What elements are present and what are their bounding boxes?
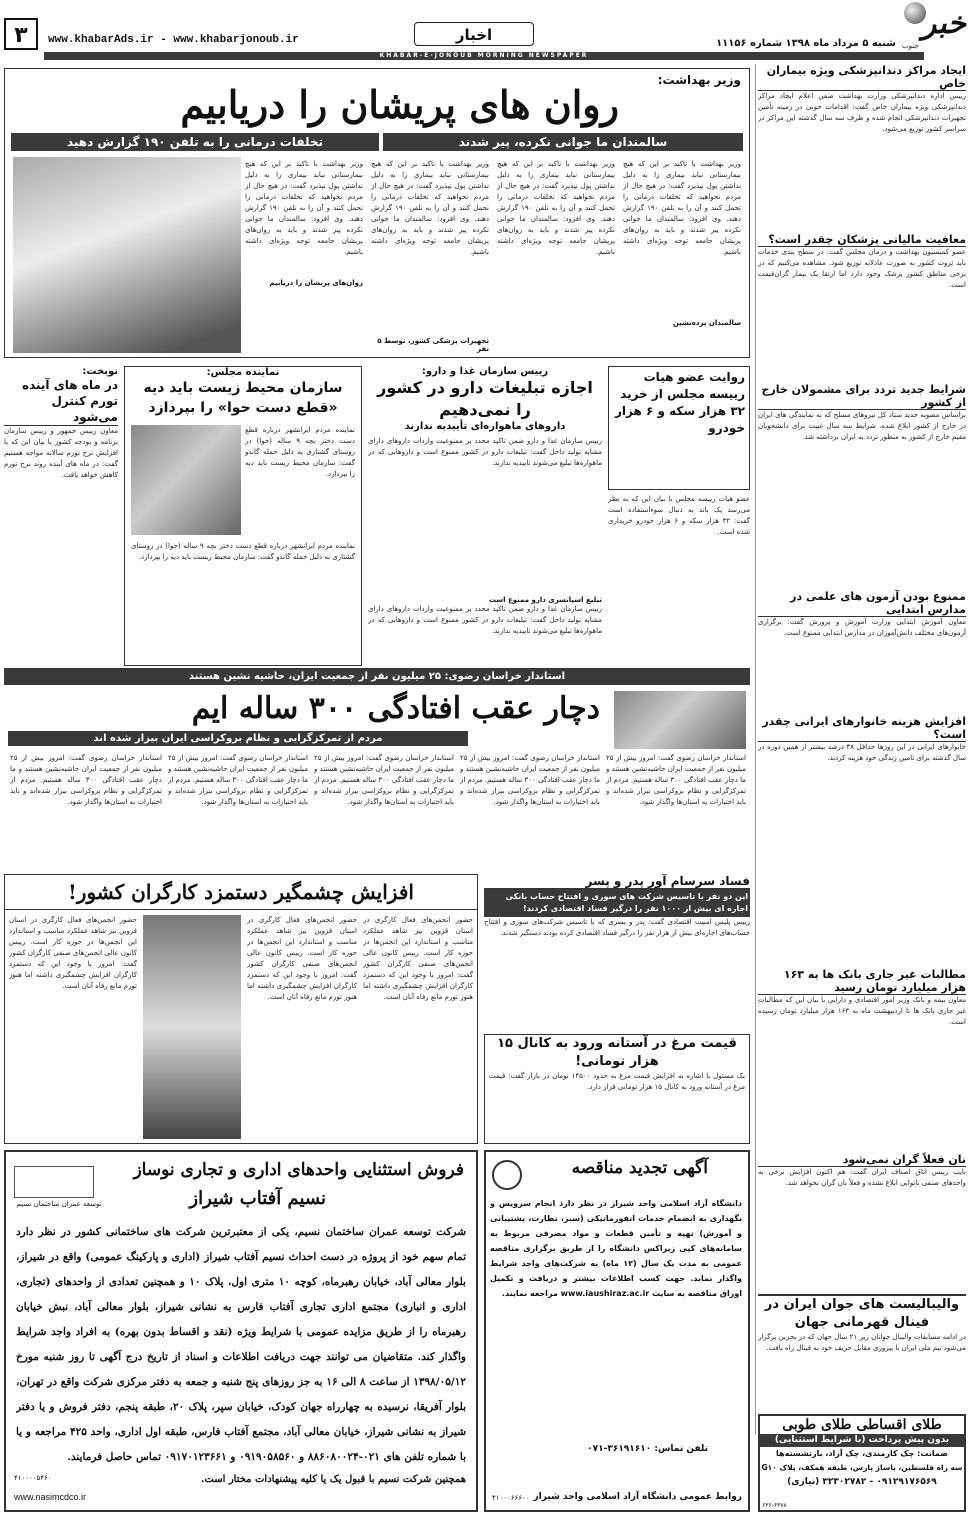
side-headline-1: ایجاد مراکز دندانپزشکی ویژه بیماران خاص [758, 64, 966, 91]
mp-photo [131, 425, 241, 535]
env-body: نماینده مردم ایرانشهر درباره قطع دست دختر بچه ۹ ساله (حوا) در روستای گشتاری به دلیل حمله گاندو گفت: سازمان محیط زیست باید دیه را بپردازد. [245, 426, 355, 478]
websites[interactable]: www.khabarAds.ir - www.khabarjonoub.ir [48, 34, 299, 46]
sale-ref: ۴۱۰۰۰۰۵۴۶۰ [14, 1474, 52, 1482]
tender-phone[interactable]: تلفن تماس: ۳۶۱۹۱۶۱۰-۰۷۱ [587, 1444, 708, 1454]
sale-website[interactable]: www.nasimcdco.ir [14, 1492, 87, 1502]
governor-photo [614, 691, 746, 749]
chicken-body: یک مسئول با اشاره به افزایش قیمت مرغ به حدود ۱۴۵۰۰ تومان در بازار گفت: قیمت مرغ در آستانه ورود به کانال ۱۵ هزار تومانی قرار دارد. [489, 1072, 745, 1091]
side-headline-4: ممنوع بودن آزمون های علمی در مدارس ابتدایی [758, 590, 966, 617]
gold-title: طلای اقساطی طلای طوبی [782, 1417, 942, 1433]
khorasan-sub: مردم از تمرکزگرایی و نظام بروکراسی ایران بیزار شده اند [8, 731, 468, 746]
sale-title-1: فروش استثنایی واحدهای اداری و تجاری نوساز [133, 1160, 464, 1180]
university-logo-icon [492, 1160, 522, 1190]
main-story [4, 68, 750, 358]
side-column [758, 64, 966, 1204]
tender-ref: ۴۱۰۰۰۶۶۶۰۰ [492, 1494, 530, 1502]
forecast-story [4, 366, 118, 666]
worker-photo [143, 915, 241, 1139]
workers-body-2: حضور انجمن‌های فعال کارگری در استان قزوین نیز شاهد عملکرد مناسب و استاندارد این انجمن‌ها در حوزه کار است. رییس کانون عالی انجمن‌های صنفی کارگران کشور گفت: امروز با وجود این که دستمزد کارگران افزایش چشمگیری داشته اما هنوز تورم مانع رفاه آنان است. [247, 916, 357, 1001]
khorasan-kicker: استاندار خراسان رضوی: ۲۵ میلیون نفر از جمعیت ایران، حاشیه نشین هستند [4, 669, 750, 685]
page-number [4, 18, 38, 50]
forecast-kicker: نوبخت: [82, 366, 118, 377]
main-kicker: وزیر بهداشت: [657, 73, 741, 87]
main-sub-1: سالمندان ما جوانی نکرده، پیر شدند [383, 133, 743, 151]
food-body-2: رییس سازمان غذا و دارو ضمن تاکید مجدد بر ممنوعیت واردات داروهای دارای مشابه تولید داخل گفت: تبلیغات دارو در کشور ممنوع است و داروهایی که در ماهواره‌ها تبلیغ می‌شوند تاییدیه ندارند. [368, 605, 602, 635]
side-headline-2: معافیت مالیاتی پزشکان چقدر است؟ [758, 233, 966, 247]
forecast-body: معاون رییس جمهور و رییس سازمان برنامه و بودجه کشور با بیان این که با افزایش نرخ تورم سالانه مواجه هستیم گفت: در ماه های آینده روند نرخ تورم کاهش خواهد یافت. [4, 427, 118, 479]
mp-box-title: روایت عضو هیات رییسه مجلس از خرید ۳۲ هزار سکه و ۶ هزار خودرو [614, 370, 745, 435]
food-title: اجازه تبلیغات دارو در کشور را نمی‌دهیم [377, 378, 593, 419]
page-number-text: ۳ [14, 23, 28, 48]
sale-body: شرکت توسعه عمران ساختمان نسیم، یکی از معتبرترین شرکت های ساختمانی کشور در نظر دارد تمام سهم خود از پروژه در دست احداث نسیم آفتاب شیراز (اداری و پارکینگ عمومی) واقع در شیراز، بلوار معالی آباد، خیابان رهبرماه، کوچه ۱۰ متری اول، پلاک ۱۰ و همچنین تعدادی از واحدهای (تجاری، اداری و انباری) مجتمع اداری تجاری آفتاب فارس به نشانی شیراز، بلوار معالی آباد، نبش خیابان رهبرماه را از طریق مزایده عمومی با شرایط ویژه (نقد و اقساط بدون بهره) به افراد واجد شرایط واگذار کند. متقاضیان می توانند جهت دریافت اطلاعات و اسناد از تاریخ درج آگهی تا روز شنبه مورخ ۱۳۹۸/۰۵/۱۲ از ساعت ۸ الی ۱۶ به جز روزهای پنج شنبه و جمعه به دفتر مرکزی شرکت واقع در تهران، بلوار آفریقا، نرسیده به چهارراه جهان کودک، خیابان سپر، پلاک ۲۰، طبقه پنجم، دفتر فروش و یا دفتر شیراز به نشانی شیراز، خیابان معالی آباد، مجتمع آفتاب فارس، طبقه اول اداری، واحد ۴۲۵ مراجعه و یا با شماره تلفن های ۰۲۱-۸۸۶۰۸۰۰۲۴ و ۰۹۱۹۰۵۸۵۶۰ و ۰۹۱۷۰۱۲۳۶۶۱ تماس حاصل فرمایند. [16, 1226, 466, 1463]
chicken-title: قیمت مرغ در آستانه ورود به کانال ۱۵ هزار تومانی! [497, 1036, 737, 1069]
khorasan-body-4: استاندار خراسان رضوی گفت: امروز بیش از ۲۵ میلیون نفر از جمعیت ایران حاشیه‌نشین هستند و ما دچار عقب افتادگی ۳۰۰ ساله هستیم. مردم از تمرکزگرایی و نظام بروکراسی بیزار شده‌اند و باید اختیارات به استان‌ها واگذار شود. [168, 754, 308, 806]
tender-title: آگهی تجدید مناقصه [571, 1158, 708, 1178]
main-body-col-4: وزیر بهداشت با تاکید بر این که هیچ بیمارستانی نباید بیماری را به دلیل نداشتن پول نپذیرد گفت: در هیچ حال از مردم نخواهید که تخلفات درمانی را تحمل کنند و آن را به تلفن ۱۹۰ گزارش دهند. وی افزود: سالمندان ما جوانی نکرده پیر شدند و باید به روان‌های پریشان جامعه توجه ویژه‌ای داشته باشیم. [245, 160, 363, 256]
sale-ad[interactable] [4, 1150, 478, 1512]
volley-story [758, 1294, 966, 1410]
side-headline-3: شرایط جدید تردد برای مشمولان خارج از کشور [758, 383, 966, 410]
logo-text: خبر [921, 6, 966, 41]
side-body-1: رییس اداره دندانپزشکی وزارت بهداشت ضمن اعلام ایجاد مراکز دندانپزشکی ویژه بیماران خاص گفت: اقدامات خوبی در زمینه تأمین تجهیزات دندانپزشکی انجام شده و ظرف سه سال گذشته این مراکز در سراسر کشور توزیع می‌شود. [758, 92, 966, 133]
side-headline-5: افزایش هزینه خانوارهای ایرانی چقدر است؟ [758, 715, 966, 742]
mp-box [608, 366, 750, 490]
env-title: سازمان محیط زیست باید دیه «قطع دست حوا» را بپردازد [143, 380, 343, 416]
side-body-3: براساس مصوبه جدید ستاد کل نیروهای مسلح که به نمایندگی های ایران در خارج از کشور ابلاغ شده، شرایط سه سال غیبت برای دانشجویان مقیم خارج از کشور به منظور تردد به ایران برداشته شد. [758, 411, 966, 441]
workers-title: افزایش چشمگیر دستمزد کارگران کشور! [5, 875, 477, 910]
minister-photo [13, 157, 241, 353]
side-headline-6: مطالبات غیر جاری بانک ها به ۱۶۳ هزار میلیارد تومان رسید [758, 968, 966, 995]
khorasan-body-2: استاندار خراسان رضوی گفت: امروز بیش از ۲۵ میلیون نفر از جمعیت ایران حاشیه‌نشین هستند و ما دچار عقب افتادگی ۳۰۰ ساله هستیم. مردم از تمرکزگرایی و نظام بروکراسی بیزار شده‌اند و باید اختیارات به استان‌ها واگذار شود. [460, 754, 600, 806]
gold-body: ضمانت: چک کارمندی، چک آزاد، بازنشسته‌ها [776, 1449, 948, 1458]
side-body-5: خانوارهای ایرانی در این روزها حداقل ۴۸ درصد بیشتر از همین دوره در سال گذشته برای تامین زندگی خود هزینه کردند. [758, 743, 966, 762]
main-sub-head-a: سالمندان پرده‌نشین [672, 319, 741, 327]
main-sub-head-b: روان‌های پریشان را دریابیم [269, 279, 363, 287]
gold-ad[interactable] [758, 1414, 966, 1512]
side-body-2: عضو کمیسیون بهداشت و درمان مجلس گفت: در سطح بندی خدمات باید ثروت کشور به صورت عادلانه توزیع شود. مشاهده می‌کنیم که در برخی مناطق کشور پزشک وجود دارد اما ارتقا یک بیمار گران‌قیمت است. [758, 248, 966, 289]
workers-body-3: حضور انجمن‌های فعال کارگری در استان قزوین نیز شاهد عملکرد مناسب و استاندارد این انجمن‌ها در حوزه کار است. رییس کانون عالی انجمن‌های صنفی کارگران کشور گفت: امروز با وجود این که دستمزد کارگران افزایش چشمگیری داشته اما هنوز تورم مانع رفاه آنان است. [9, 916, 137, 990]
main-body-col-2: وزیر بهداشت با تاکید بر این که هیچ بیمارستانی نباید بیماری را به دلیل نداشتن پول نپذیرد گفت: در هیچ حال از مردم نخواهید که تخلفات درمانی را تحمل کنند و آن را به تلفن ۱۹۰ گزارش دهند. وی افزود: سالمندان ما جوانی نکرده پیر شدند و باید به روان‌های پریشان جامعه توجه ویژه‌ای داشته باشیم. [497, 160, 615, 256]
khorasan-body-1: استاندار خراسان رضوی گفت: امروز بیش از ۲۵ میلیون نفر از جمعیت ایران حاشیه‌نشین هستند و ما دچار عقب افتادگی ۳۰۰ ساله هستیم. مردم از تمرکزگرایی و نظام بروکراسی بیزار شده‌اند و باید اختیارات به استان‌ها واگذار شود. [606, 754, 746, 806]
khorasan-body-5: استاندار خراسان رضوی گفت: امروز بیش از ۲۵ میلیون نفر از جمعیت ایران حاشیه‌نشین هستند و ما دچار عقب افتادگی ۳۰۰ ساله هستیم. مردم از تمرکزگرایی و نظام بروکراسی بیزار شده‌اند و باید اختیارات به استان‌ها واگذار شود. [10, 754, 162, 806]
workers-story [4, 874, 478, 1144]
main-sub-2: تخلفات درمانی را به تلفن ۱۹۰ گزارش دهید [11, 133, 379, 151]
env-kicker: نماینده مجلس: [206, 367, 280, 378]
masthead [4, 2, 966, 58]
food-sub-head: تبلیغ اسپانسری دارو ممنوع است [488, 596, 602, 604]
fraud-story [484, 874, 750, 1030]
sale-company: توسعه عمران ساختمان نسیم [16, 1200, 102, 1208]
mp-body: عضو هیات رییسه مجلس با بیان این که به نظر می‌رسد یک باند به دنبال سوءاستفاده است گفت: ۳۲ هزار سکه و ۶ هزار خودرو خریداری شده است. [608, 495, 750, 536]
gold-sub: بدون پیش پرداخت (با شرایط استثنایی) [760, 1434, 964, 1447]
fraud-title: فساد سرسام آور پدر و پسر [484, 874, 750, 889]
fraud-sub: این دو نفر با تاسیس شرکت های سوری و افتتاح حساب بانکی اجاره ای بیش از ۱۰۰۰ نفر را درگیر فساد اقتصادی کردند! [484, 889, 750, 917]
sale-title-2: نسیم آفتاب شیراز [189, 1188, 326, 1209]
column-divider [755, 64, 756, 1434]
chicken-story [484, 1034, 750, 1144]
side-body-6: معاون بیمه و بانک وزیر امور اقتصادی و دارایی با بیان این که مطالبات غیر جاری بانک ها تا اردیبهشت ماه به ۱۶۳ هزار میلیارد تومان رسیده است. [758, 996, 966, 1026]
side-body-7: نایب رییس اتاق اصناف ایران گفت: هم اکنون افزایش نرخی به واحدهای صنفی نانوایی ابلاغ نشده و فعلاً نان گران نخواهد شد. [758, 1168, 966, 1187]
fraud-body: رییس پلیس امنیت اقتصادی گفت: پدر و پسری که با تاسیس شرکت‌های سوری و افتتاح حساب‌های اجاره‌ای بیش از هزار نفر را درگیر فساد اقتصادی کرده بودند دستگیر شدند. [484, 918, 750, 937]
food-body: رییس سازمان غذا و دارو ضمن تاکید مجدد بر ممنوعیت واردات داروهای دارای مشابه تولید داخل گفت: تبلیغات دارو در کشور ممنوع است و داروهایی که در ماهواره‌ها تبلیغ می‌شوند تاییدیه ندارند. [368, 437, 602, 467]
gold-address: سه راه فلسطین، پاساژ پارس، طبقه همکف، پلاک G۱۰ [761, 1463, 963, 1472]
gold-phones[interactable]: ۰۹۱۲۹۱۷۶۵۶۹ - ۳۲۳۰۲۷۸۲ (نیازی) [787, 1477, 937, 1487]
main-body-col-3: وزیر بهداشت با تاکید بر این که هیچ بیمارستانی نباید بیماری را به دلیل نداشتن پول نپذیرد گفت: در هیچ حال از مردم نخواهید که تخلفات درمانی را تحمل کنند و آن را به تلفن ۱۹۰ گزارش دهند. وی افزود: سالمندان ما جوانی نکرده پیر شدند و باید به روان‌های پریشان جامعه توجه ویژه‌ای داشته باشیم. [371, 160, 489, 256]
forecast-title: در ماه های آینده تورم کنترل می‌شود [4, 377, 118, 426]
building-logo-icon [14, 1166, 94, 1198]
env-story [124, 366, 362, 666]
volley-body: در ادامه مسابقات والیبال جوانان زیر ۲۱ سال جهان که در بحرین برگزار می‌شود تیم ملی ایران با پیروزی مقابل حریف خود به فینال راه یافت. [758, 1333, 966, 1352]
side-headline-7: نان فعلاً گران نمی‌شود [758, 1153, 966, 1167]
khorasan-title: دچار عقب افتادگی ۳۰۰ ساله ایم [191, 691, 600, 726]
logo [902, 2, 966, 50]
main-title: روان های پریشان را دریابیم [180, 82, 619, 127]
side-body-4: معاون آموزش ابتدایی وزارت آموزش و پرورش گفت: برگزاری آزمون‌های مختلف دانش‌آموزان در مدارس ابتدایی ممنوع است. [758, 618, 966, 637]
env-body-2: نماینده مردم ایرانشهر درباره قطع دست دختر بچه ۹ ساله (حوا) در روستای گشتاری به دلیل حمله گاندو گفت: سازمان محیط زیست باید دیه را بپردازد. [131, 542, 355, 561]
gold-ref: ۶۳۶-۶۳۷۸ [762, 1502, 787, 1509]
khorasan-story [4, 668, 750, 868]
english-bar: KHABAR-E-JONOUB MORNING NEWSPAPER [44, 52, 924, 60]
main-sub-head-c: تجهیزات پزشکی کشور، توسط ۵ نفر [377, 337, 489, 353]
tender-body: دانشگاه آزاد اسلامی واحد شیراز در نظر دارد انجام سرویس و نگهداری به انضمام خدمات انفورماتیکی (سبز، نظارت، پشتیبانی و آموزش) تهیه و تأمین قطعات و مواد مصرفی مربوط به سامانه‌های کپی زیراکس دانشگاه را از طریق برگزاری مناقصه عمومی به مدت یک سال (۱۲ ماه) به شرکت‌های واجد شرایط واگذار نماید. جهت کسب اطلاعات بیشتر و دریافت و تکمیل اوراق مناقصه به سایت www.iaushiraz.ac.ir مراجعه نمایند. [490, 1199, 742, 1298]
sale-footer: همچنین شرکت نسیم با قبول یک یا کلیه پیشنهادات مختار است. [200, 1474, 466, 1485]
tender-footer: روابط عمومی دانشگاه آزاد اسلامی واحد شیراز [533, 1492, 742, 1502]
food-kicker: رییس سازمان غذا و دارو: [421, 366, 549, 377]
tender-ad[interactable] [484, 1150, 750, 1512]
logo-sub: جنوب [902, 42, 919, 50]
food-story [368, 366, 602, 666]
main-body-col-1: وزیر بهداشت با تاکید بر این که هیچ بیمارستانی نباید بیماری را به دلیل نداشتن پول نپذیرد گفت: در هیچ حال از مردم نخواهید که تخلفات درمانی را تحمل کنند و آن را به تلفن ۱۹۰ گزارش دهند. وی افزود: سالمندان ما جوانی نکرده پیر شدند و باید به روان‌های پریشان جامعه توجه ویژه‌ای داشته باشیم. [623, 160, 741, 256]
section-title: اخبار [455, 26, 493, 44]
khorasan-body-3: استاندار خراسان رضوی گفت: امروز بیش از ۲۵ میلیون نفر از جمعیت ایران حاشیه‌نشین هستند و ما دچار عقب افتادگی ۳۰۰ ساله هستیم. مردم از تمرکزگرایی و نظام بروکراسی بیزار شده‌اند و باید اختیارات به استان‌ها واگذار شود. [314, 754, 454, 806]
workers-body-1: حضور انجمن‌های فعال کارگری در استان قزوین نیز شاهد عملکرد مناسب و استاندارد این انجمن‌ها در حوزه کار است. رییس کانون عالی انجمن‌های صنفی کارگران کشور گفت: امروز با وجود این که دستمزد کارگران افزایش چشمگیری داشته اما هنوز تورم مانع رفاه آنان است. [363, 916, 473, 1001]
issue-date: شنبه ۵ مرداد ماه ۱۳۹۸ شماره ۱۱۱۵۶ [716, 38, 896, 49]
food-sub: داروهای ماهواره‌ای تأییدیه ندارند [404, 421, 566, 432]
volley-title: والیبالیست های جوان ایران در فینال قهرمانی جهان [758, 1294, 966, 1332]
section-label [414, 22, 534, 46]
